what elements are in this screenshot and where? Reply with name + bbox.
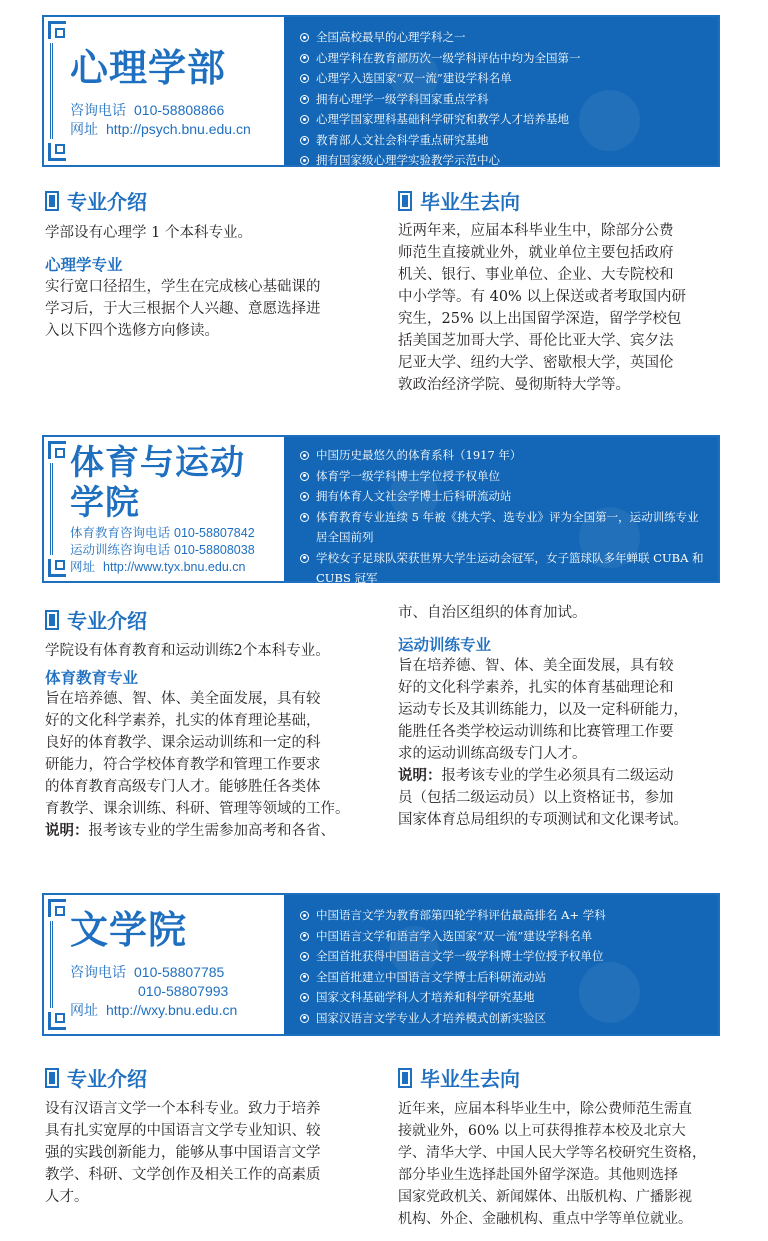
bullet-icon [300,54,309,63]
section-marker-icon [45,610,59,630]
sports-phone2: 010-58808038 [174,543,255,557]
feature-item: 全国高校最早的心理学科之一 [300,27,708,48]
sports-site-row [70,559,274,576]
feature-item: 中国语言文学和语言学入选国家“双一流”建设学科名单 [300,926,708,947]
sports-phone1-row [70,525,274,542]
psych-site-link[interactable]: http://psych.bnu.edu.cn [106,121,251,137]
sports-pe-note: 说明：报考该专业的学生需参加高考和各省、 [45,822,335,839]
phone-label: 体育教育咨询电话 [70,526,171,540]
sports-intro-text: 学院设有体育教育和运动训练2个本科专业。 [45,643,330,659]
bullet-icon [300,115,309,124]
feature-item: 学校女子足球队荣获世界大学生运动会冠军，女子篮球队多年蝉联 CUBA 和 CUBS 冠军 [300,548,708,589]
psych-header [42,15,720,167]
psych-dept-name: 心理学部 [70,46,227,90]
bullet-icon [300,513,309,522]
sports-phone2-row [70,542,274,559]
feature-item: 心理学入选国家“双一流”建设学科名单 [300,68,708,89]
lit-career-title: 毕业生去向 [398,1063,520,1092]
sports-intro-title: 专业介绍 [45,605,147,634]
bullet-icon [300,973,309,982]
feature-item: 中国历史最悠久的体育系科（1917 年） [300,445,708,466]
psych-features [284,17,718,165]
feature-item: 全国首批获得中国语言文学一级学科博士学位授予权单位 [300,946,708,967]
fret-corner-icon [48,1012,66,1030]
psych-major-text: 实行宽口径招生，学生在完成核心基础课的 学习后，于大三根据个人兴趣、意愿选择进 入以下四个选修方向修读。 [45,279,321,339]
feature-item: 心理学国家理科基础科学研究和教学人才培养基地 [300,109,708,130]
feature-item: 教育部人文社会科学重点研究基地 [300,130,708,151]
bullet-icon [300,952,309,961]
lit-career-text: 近年来，应届本科毕业生中，除公费师范生需直 接就业外，60% 以上可获得推荐本校及北京大 学、清华大学、中国人民大学等名校研究生资格， 部分毕业生选择赴国外留学深造。其他则选择 国家党政机关、新闻媒体、出版机构、广播影视 机构、外企、金融机构、重点中学等单位就业。 [398,1101,706,1227]
sports-dept-name-line1: 体育与运动 [70,443,245,483]
feature-item: 拥有心理学一级学科国家重点学科 [300,89,708,110]
section-marker-icon [45,1068,59,1088]
feature-item: 体育学一级学科博士学位授予权单位 [300,466,708,487]
sports-site-link[interactable]: http://www.tyx.bnu.edu.cn [103,560,246,574]
feature-item: 国家汉语言文学专业人才培养模式创新实验区 [300,1008,708,1029]
psych-career-title: 毕业生去向 [398,186,520,215]
feature-item: 国家文科基础学科人才培养和科学研究基地 [300,987,708,1008]
bullet-icon [300,74,309,83]
site-label: 网址 [70,121,98,137]
lit-site-link[interactable]: http://wxy.bnu.edu.cn [106,1002,238,1018]
site-label: 网址 [70,560,96,574]
sports-pe-text: 旨在培养德、智、体、美全面发展，具有较 好的文化科学素养，扎实的体育理论基础， 良好的体育教学、课余运动训练和一定的科 研能力，符合学校体育教学和管理工作要求 的体育教育高级专门人才。能够胜任各类体 育教学、课余训练、科研、管理等领域的工作。 说明：报考该专业的学生需参加高考和各省、 [45,688,375,842]
lit-phone2: 010-58807993 [138,983,229,999]
lit-features [284,895,718,1034]
lit-header-left [44,895,284,1034]
sports-header [42,435,720,583]
bullet-icon [300,156,309,165]
lit-phone2-row [70,982,274,1001]
fret-border-icon [50,921,53,1008]
psych-intro-text: 学部设有心理学 1 个本科专业。 [45,225,252,241]
sports-train-title: 运动训练专业 [398,636,492,654]
lit-dept-name: 文学院 [70,908,188,952]
sports-features [284,437,718,585]
bullet-icon [300,492,309,501]
lit-phone1: 010-58807785 [134,964,225,980]
psych-career-text: 近两年来，应届本科毕业生中，除部分公费 师范生直接就业外，就业单位主要包括政府 机关、银行、事业单位、企业、大专院校和 中小学等。有 40% 以上保送或者考取国内研 究生，25% 以上出国留学深造，留学学校包 括美国芝加哥大学、哥伦比亚大学、宾夕法 尼亚大学、纽约大学、密歇根大学，英国伦 敦政治经济学院、曼彻斯特大学等。 [398,223,686,393]
section-marker-icon [398,1068,412,1088]
psych-phone-row [70,101,274,120]
bullet-icon [300,554,309,563]
section-marker-icon [45,191,59,211]
bullet-icon [300,993,309,1002]
bullet-icon [300,932,309,941]
sports-dept-name-line2: 学院 [70,483,140,523]
bullet-icon [300,451,309,460]
psych-header-left [44,17,284,165]
sports-train-note: 说明：报考该专业的学生必须具有二级运动 [398,767,674,784]
feature-item: 全国首批建立中国语言文学博士后科研流动站 [300,967,708,988]
fret-corner-icon [48,143,66,161]
lit-header [42,893,720,1036]
psych-phone: 010-58808866 [134,102,225,118]
sports-header-left [44,437,284,581]
bullet-icon [300,1014,309,1023]
sports-pe-title: 体育教育专业 [45,669,139,687]
lit-intro-text: 设有汉语言文学一个本科专业。致力于培养 具有扎实宽厚的中国语言文学专业知识、较 强的实践创新能力，能够从事中国语言文学 教学、科研、文学创作及相关工作的高素质 人才。 [45,1101,321,1205]
feature-item: 拥有体育人文社会学博士后科研流动站 [300,486,708,507]
fret-corner-icon [48,559,66,577]
bullet-icon [300,95,309,104]
fret-border-icon [50,43,53,139]
psych-intro-title: 专业介绍 [45,186,147,215]
phone-label: 咨询电话 [70,102,126,118]
phone-label: 运动训练咨询电话 [70,543,171,557]
feature-item: 中国语言文学为教育部第四轮学科评估最高排名 A+ 学科 [300,905,708,926]
site-label: 网址 [70,1002,98,1018]
sports-phone1: 010-58807842 [174,526,255,540]
bullet-icon [300,911,309,920]
fret-corner-icon [48,21,66,39]
psych-site-row [70,120,274,139]
feature-item: 体育教育专业连续 5 年被《挑大学、选专业》评为全国第一，运动训练专业居全国前列 [300,507,708,548]
sports-pe-note-cont: 市、自治区组织的体育加试。 [398,605,587,621]
fret-border-icon [50,463,53,555]
bullet-icon [300,33,309,42]
fret-corner-icon [48,899,66,917]
psych-major-title: 心理学专业 [45,256,123,274]
phone-label: 咨询电话 [70,964,126,980]
lit-site-row [70,1001,274,1020]
fret-corner-icon [48,441,66,459]
feature-item: 心理学科在教育部历次一级学科评估中均为全国第一 [300,48,708,69]
feature-item: 拥有国家级心理学实验教学示范中心 [300,150,708,171]
section-marker-icon [398,191,412,211]
bullet-icon [300,472,309,481]
lit-phone-row [70,963,274,982]
sports-train-text: 旨在培养德、智、体、美全面发展，具有较 好的文化科学素养，扎实的体育基础理论和 运动专长及其训练能力，以及一定科研能力， 能胜任各类学校运动训练和比赛管理工作要 求的运动训练高级专门人才。 说明：报考该专业的学生必须具有二级运动 员（包括二级运动员）以上资格证书，参加 国家体育总局组织的专项测试和文化课考试。 [398,655,728,831]
lit-intro-title: 专业介绍 [45,1063,147,1092]
bullet-icon [300,136,309,145]
